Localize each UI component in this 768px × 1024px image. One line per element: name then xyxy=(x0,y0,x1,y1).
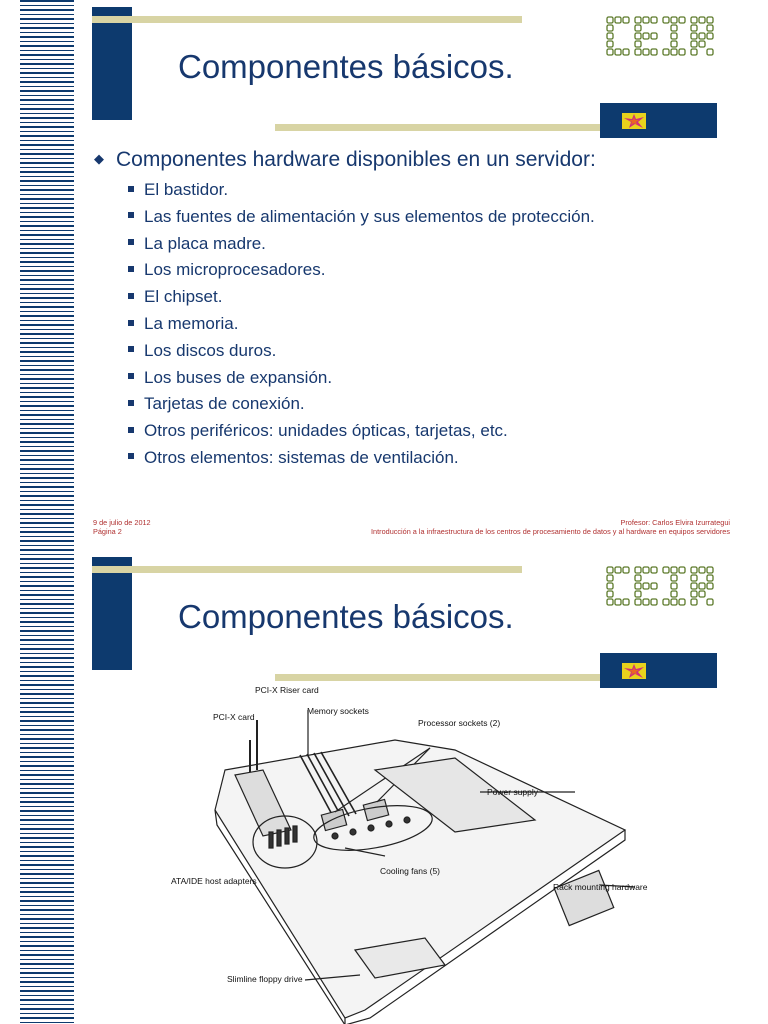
title-strip xyxy=(600,103,717,138)
label-power-supply: Power supply xyxy=(487,787,539,797)
label-pcix-card: PCI-X card xyxy=(213,712,255,722)
top-rule xyxy=(92,16,522,23)
server-chassis-drawing xyxy=(205,680,675,1024)
footer-page: Página 2 xyxy=(93,527,122,536)
server-diagram xyxy=(171,680,675,1024)
footer-date: 9 de julio de 2012 xyxy=(93,518,151,527)
label-cooling-fans: Cooling fans (5) xyxy=(380,866,441,876)
label-ata-adapters: ATA/IDE host adapters xyxy=(171,876,257,886)
label-processor-sockets: Processor sockets (2) xyxy=(418,718,501,728)
square-bullet-icon xyxy=(128,320,134,326)
square-bullet-icon xyxy=(128,346,134,352)
square-bullet-icon xyxy=(128,266,134,272)
list-item: Los discos duros. xyxy=(128,338,595,365)
square-bullet-icon xyxy=(128,373,134,379)
list-item: La placa madre. xyxy=(128,231,595,258)
list-item: Los microprocesadores. xyxy=(128,257,595,284)
list-item: La memoria. xyxy=(128,311,595,338)
square-bullet-icon xyxy=(128,400,134,406)
square-bullet-icon xyxy=(128,293,134,299)
square-bullet-icon xyxy=(128,427,134,433)
ceir-logo xyxy=(605,14,723,70)
list-item: El bastidor. xyxy=(128,177,595,204)
label-memory-sockets: Memory sockets xyxy=(307,706,369,716)
title-underline xyxy=(275,124,610,131)
top-rule xyxy=(92,566,522,573)
list-item: Tarjetas de conexión. xyxy=(128,391,595,418)
list-item: Los buses de expansión. xyxy=(128,365,595,392)
title-accent-block xyxy=(92,557,132,670)
footer-date-page xyxy=(93,518,151,536)
footer-author: Profesor: Carlos Elvira Izurrategui xyxy=(620,518,730,527)
label-floppy-drive: Slimline floppy drive xyxy=(227,974,303,984)
star-icon xyxy=(622,663,646,679)
star-icon xyxy=(622,113,646,129)
diamond-bullet-icon: ◆ xyxy=(94,151,104,166)
square-bullet-icon xyxy=(128,453,134,459)
list-item: Las fuentes de alimentación y sus elementos de protección. xyxy=(128,204,595,231)
main-bullet-text: Componentes hardware disponibles en un servidor: xyxy=(116,148,596,171)
square-bullet-icon xyxy=(128,212,134,218)
component-list xyxy=(128,177,595,472)
label-rack-mounting: Rack mounting hardware xyxy=(553,882,648,892)
list-item: Otros periféricos: unidades ópticas, tarjetas, etc. xyxy=(128,418,595,445)
slide-title: Componentes básicos. xyxy=(178,598,514,635)
slide-1 xyxy=(90,0,730,545)
label-riser-card: PCI-X Riser card xyxy=(255,685,319,695)
main-bullet xyxy=(94,148,596,172)
square-bullet-icon xyxy=(128,186,134,192)
slide-title: Componentes básicos. xyxy=(178,48,514,85)
slide-2 xyxy=(90,550,730,1024)
ceir-logo xyxy=(605,564,723,620)
binder-strip xyxy=(20,0,74,1024)
list-item: El chipset. xyxy=(128,284,595,311)
list-item: Otros elementos: sistemas de ventilación. xyxy=(128,445,595,472)
footer-course: Introducción a la infraestructura de los centros de procesamiento de datos y al hardware en equipos servidores xyxy=(371,527,730,536)
footer-author-course xyxy=(371,518,730,536)
square-bullet-icon xyxy=(128,239,134,245)
title-accent-block xyxy=(92,7,132,120)
